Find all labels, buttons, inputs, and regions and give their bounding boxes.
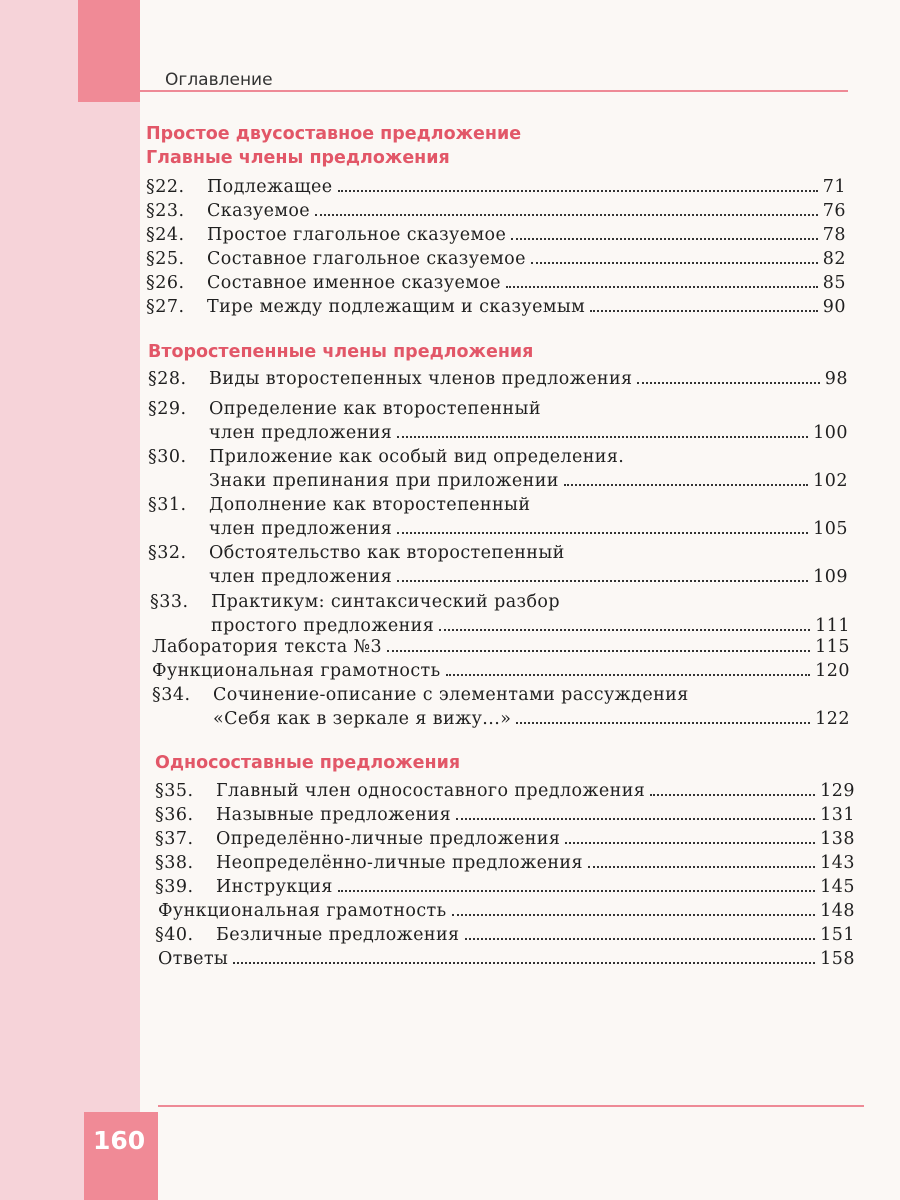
- dot-leader: [590, 295, 818, 312]
- toc-entry[interactable]: [146, 199, 846, 223]
- dot-leader: [397, 517, 808, 534]
- dot-leader: [233, 947, 815, 964]
- entry-page: 98: [824, 369, 848, 389]
- section-heading-line: Второстепенные члены предложения: [148, 342, 534, 362]
- entry-number: §22.: [146, 177, 185, 197]
- section-heading: [146, 122, 521, 170]
- toc-entry[interactable]: [146, 247, 846, 271]
- entry-page: 85: [822, 273, 846, 293]
- toc-entry[interactable]: [146, 295, 846, 319]
- entry-page: 78: [822, 225, 846, 245]
- entry-number: §25.: [146, 249, 185, 269]
- entry-title: Неопределённо-личные предложения: [216, 853, 583, 873]
- entry-page: 151: [820, 925, 855, 945]
- dot-leader: [565, 827, 815, 844]
- entry-page: 158: [820, 949, 855, 969]
- entry-title: Подлежащее: [207, 177, 333, 197]
- dot-leader: [452, 899, 816, 916]
- entry-title: Практикум: синтаксический разбор: [211, 592, 560, 612]
- entry-number: §23.: [146, 201, 185, 221]
- entry-number: §36.: [155, 805, 194, 825]
- toc-entry[interactable]: [152, 659, 850, 683]
- toc-entry[interactable]: [148, 445, 848, 493]
- section-heading-line: Главные члены предложения: [146, 148, 450, 168]
- entry-title: Составное глагольное сказуемое: [207, 249, 526, 269]
- entry-title-continued: Знаки препинания при приложении: [209, 471, 559, 491]
- entry-title-continued: член предложения: [209, 567, 393, 587]
- dot-leader: [637, 367, 819, 384]
- entry-page: 76: [822, 201, 846, 221]
- entry-number: §34.: [152, 685, 191, 705]
- dot-leader: [446, 659, 811, 676]
- dot-leader: [338, 875, 815, 892]
- entry-title: Назывные предложения: [216, 805, 452, 825]
- entry-number: §37.: [155, 829, 194, 849]
- entry-number: §28.: [148, 369, 187, 389]
- entry-page: 131: [820, 805, 855, 825]
- entry-title: Тире между подлежащим и сказуемым: [207, 297, 586, 317]
- entry-title-continued: член предложения: [209, 519, 393, 539]
- entry-title: Виды второстепенных членов предложения: [209, 369, 633, 389]
- entry-page: 90: [822, 297, 846, 317]
- toc-entry[interactable]: [146, 271, 846, 295]
- entry-page: 138: [820, 829, 855, 849]
- footer-rule: [158, 1105, 864, 1107]
- entry-title-continued: простого предложения: [211, 616, 435, 636]
- entry-number: §33.: [150, 592, 189, 612]
- entry-title-continued: член предложения: [209, 423, 393, 443]
- entry-title: Определение как второстепенный: [209, 399, 541, 419]
- entry-page: 111: [815, 616, 850, 636]
- entry-title: Сказуемое: [207, 201, 311, 221]
- entry-title-continued: «Себя как в зеркале я вижу...»: [213, 709, 512, 729]
- dot-leader: [650, 779, 815, 796]
- section-heading: [148, 340, 533, 364]
- page-title: Оглавление: [165, 70, 273, 90]
- entry-page: 120: [815, 661, 850, 681]
- dot-leader: [465, 923, 816, 940]
- entry-number: §30.: [148, 447, 187, 467]
- toc-entry[interactable]: [148, 367, 848, 391]
- entry-title: Обстоятельство как второстепенный: [209, 543, 565, 563]
- toc-entry[interactable]: [152, 683, 850, 731]
- entry-page: 102: [813, 471, 848, 491]
- toc-entry[interactable]: [155, 827, 855, 851]
- entry-number: §27.: [146, 297, 185, 317]
- entry-number: §32.: [148, 543, 187, 563]
- entry-page: 143: [820, 853, 855, 873]
- entry-page: 115: [815, 637, 850, 657]
- toc-entry[interactable]: [155, 923, 855, 947]
- dot-leader: [397, 565, 808, 582]
- toc-entry[interactable]: [148, 493, 848, 541]
- entry-title: Главный член односоставного предложения: [216, 781, 646, 801]
- dot-leader: [439, 614, 810, 631]
- toc-entry[interactable]: [148, 541, 848, 589]
- dot-leader: [315, 199, 818, 216]
- dot-leader: [531, 247, 818, 264]
- entry-number: §39.: [155, 877, 194, 897]
- dot-leader: [456, 803, 815, 820]
- entry-title: Лаборатория текста №3: [152, 637, 382, 657]
- entry-number: §40.: [155, 925, 194, 945]
- section-heading: [155, 751, 460, 775]
- entry-title: Приложение как особый вид определения.: [209, 447, 625, 467]
- entry-page: 82: [822, 249, 846, 269]
- entry-page: 109: [813, 567, 848, 587]
- dot-leader: [506, 271, 818, 288]
- entry-number: §29.: [148, 399, 187, 419]
- toc-entry[interactable]: [148, 397, 848, 445]
- toc-entry[interactable]: [152, 635, 850, 659]
- dot-leader: [588, 851, 815, 868]
- entry-title: Сочинение-описание с элементами рассуждения: [213, 685, 689, 705]
- entry-title: Дополнение как второстепенный: [209, 495, 531, 515]
- dot-leader: [397, 421, 808, 438]
- entry-title: Простое глагольное сказуемое: [207, 225, 507, 245]
- toc-entry[interactable]: [155, 875, 855, 899]
- entry-page: 105: [813, 519, 848, 539]
- dot-leader: [511, 223, 818, 240]
- entry-title: Безличные предложения: [216, 925, 460, 945]
- page-number: 160: [93, 1126, 146, 1155]
- dot-leader: [516, 707, 810, 724]
- entry-number: §24.: [146, 225, 185, 245]
- entry-number: §26.: [146, 273, 185, 293]
- toc-entry[interactable]: [146, 175, 846, 199]
- entry-number: §38.: [155, 853, 194, 873]
- entry-title: Функциональная грамотность: [158, 901, 447, 921]
- entry-title: Инструкция: [216, 877, 333, 897]
- entry-page: 148: [820, 901, 855, 921]
- section-heading-line: Простое двусоставное предложение: [146, 124, 522, 144]
- entry-number: §31.: [148, 495, 187, 515]
- dot-leader: [338, 175, 818, 192]
- entry-page: 71: [822, 177, 846, 197]
- toc-entry[interactable]: [150, 590, 850, 638]
- toc-entry[interactable]: [155, 851, 855, 875]
- entry-page: 145: [820, 877, 855, 897]
- top-color-band: [78, 0, 140, 102]
- entry-page: 100: [813, 423, 848, 443]
- entry-page: 122: [815, 709, 850, 729]
- entry-title: Ответы: [158, 949, 229, 969]
- entry-title: Определённо-личные предложения: [216, 829, 561, 849]
- entry-title: Составное именное сказуемое: [207, 273, 501, 293]
- toc-entry[interactable]: [155, 803, 855, 827]
- entry-title: Функциональная грамотность: [152, 661, 441, 681]
- entry-number: §35.: [155, 781, 194, 801]
- toc-entry[interactable]: [155, 779, 855, 803]
- header-rule: [140, 90, 848, 92]
- dot-leader: [387, 635, 810, 652]
- toc-entry[interactable]: [158, 947, 855, 971]
- entry-page: 129: [820, 781, 855, 801]
- toc-entry[interactable]: [146, 223, 846, 247]
- section-heading-line: Односоставные предложения: [155, 753, 461, 773]
- toc-entry[interactable]: [158, 899, 855, 923]
- dot-leader: [564, 469, 808, 486]
